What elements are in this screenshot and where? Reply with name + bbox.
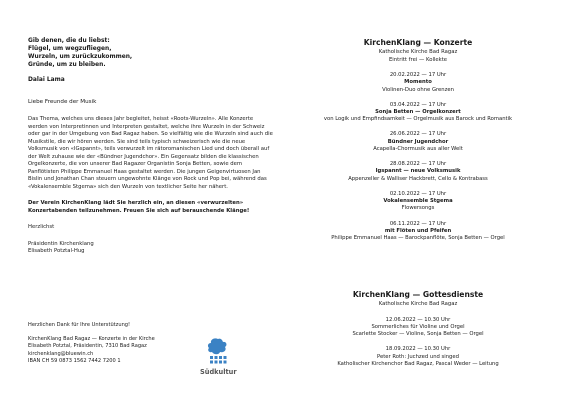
event-title: Vokalensemble Stgema	[383, 198, 453, 205]
event-date: 28.08.2022 — 17 Uhr	[389, 161, 447, 168]
intro-paragraph: Das Thema, welches uns dieses Jahr begleitet, heisst «Roots-Wurzeln». Alle Konzerte werden von Interpretinnen und Interpreten gestaltet, welche ihre Wurzeln in der Schweiz oder gar in der Umgebung von Bad Ragaz haben. So vielfältig wie die Wurzeln sind auch die Musikstile, die wir hören werden. Sie sind teils typisch schweizerisch wie die neue Volksmusik von «IGspannt», teils verwurzelt im rätoromanischen Lied und doch überall auf der Welt zuhause wie der «Bündner Jugendchor». Ein Gegensatz bilden die klassischen Orgelkonzerte, die von unserer Bad Ragazer Organistin Sonja Betten, sowie dem Panflötisten Philippe Emmanuel Haas gestaltet werden. Die jungen Geigenvirtuosen Jan Bislin und Jonathan Chan steuern ungewohnte Klänge von Rock und Pop bei, während das «Vokalensemble Stgema» sich den Wurzeln von textlicher Seite her nähert.	[28, 116, 273, 190]
quote-line: Gründe, um zu bleiben.	[28, 61, 106, 68]
contact-email: kirchenklang@bluewin.ch	[28, 350, 94, 357]
contact-line: Elisabeth Potztal, Präsidentin, 7310 Bad Ragaz	[28, 343, 147, 350]
concerts-section	[300, 38, 536, 242]
thanks-line: Herzlichen Dank für Ihre Unterstützung!	[28, 322, 131, 328]
event-date: 02.10.2022 — 17 Uhr	[389, 190, 447, 197]
quote-author: Dalai Lama	[28, 76, 65, 83]
concerts-venue: Katholische Kirche Bad Ragaz	[378, 49, 458, 56]
services-title: KirchenKlang — Gottesdienste	[352, 290, 484, 299]
quote-line: Wurzeln, um zurückzukommen,	[28, 53, 133, 60]
concert-event	[300, 221, 536, 243]
invitation-paragraph: Der Verein KirchenKlang lädt Sie herzlich ein, an diesen «verwurzelten» Konzertabenden teilzunehmen. Freuen Sie sich auf berauschende Klänge!	[28, 200, 250, 214]
concerts-admission: Eintritt frei — Kollekte	[388, 56, 448, 63]
event-title: Bündner Jugendchor	[387, 138, 449, 145]
event-desc: Violinen-Duo ohne Grenzen	[382, 86, 454, 93]
concerts-title: KirchenKlang — Konzerte	[363, 38, 473, 47]
event-date: 06.11.2022 — 17 Uhr	[389, 220, 447, 227]
event-line: Katholischer Kirchenchor Bad Ragaz, Pascal Weder — Leitung	[337, 360, 499, 367]
logo-text: Südkultur	[200, 368, 237, 376]
signature-line: Präsidentin Kirchenklang	[28, 240, 94, 247]
event-desc: Flowersongs	[401, 205, 435, 212]
quote-line: Gib denen, die du liebst:	[28, 38, 110, 44]
contact-iban: IBAN CH 59 0873 1562 7442 7200 1	[28, 357, 121, 364]
event-desc: Appenzeller & Walliser Hackbrett, Cello & Kontrabass	[348, 175, 488, 182]
event-date: 03.04.2022 — 17 Uhr	[389, 101, 447, 108]
regards: Herzlichst	[28, 224, 55, 231]
quote-line: Flügel, um wegzufliegen,	[28, 45, 112, 52]
event-desc: von Logik und Empfindsamkeit — Orgelmusik aus Barock und Romantik	[323, 116, 513, 123]
service-event	[300, 346, 536, 368]
event-title: Momento	[404, 79, 432, 86]
concert-event	[300, 102, 536, 124]
event-date: 18.09.2022 — 10.30 Uhr	[385, 346, 451, 353]
event-date: 26.06.2022 — 17 Uhr	[389, 131, 447, 138]
concert-event	[300, 191, 536, 213]
concert-event	[300, 131, 536, 153]
left-column	[28, 38, 274, 256]
event-desc: Acapella-Chormusik aus aller Welt	[373, 145, 463, 152]
event-date: 20.02.2022 — 17 Uhr	[389, 72, 447, 79]
event-desc: Philippe Emmanuel Haas — Barockpanflöte, Sonja Betten — Orgel	[331, 235, 505, 242]
event-title: Igspannt — neue Volksmusik	[375, 168, 461, 175]
footer-contact	[28, 322, 208, 365]
event-title: Sonja Betten — Orgelkonzert	[375, 109, 461, 115]
services-section	[300, 290, 536, 368]
event-line: Scarlette Stocker — Violine, Sonja Betten — Orgel	[352, 331, 484, 338]
event-line: Peter Roth: Juchzed und singed	[377, 353, 459, 360]
signature-block	[28, 241, 274, 256]
concert-event	[300, 72, 536, 94]
quote	[28, 38, 274, 70]
event-date: 12.06.2022 — 10.30 Uhr	[385, 316, 451, 323]
contact-line: KirchenKlang Bad Ragaz — Konzerte in der Kirche	[28, 336, 155, 343]
event-line: Sommerliches für Violine und Orgel	[371, 324, 465, 330]
service-event	[300, 317, 536, 339]
event-title: mit Flöten und Pfeifen	[384, 227, 452, 234]
greeting: Liebe Freunde der Musik	[28, 99, 97, 106]
services-venue: Katholische Kirche Bad Ragaz	[378, 301, 458, 308]
concert-event	[300, 161, 536, 183]
signature-line: Elisabeth Potztal-Hug	[28, 248, 85, 255]
